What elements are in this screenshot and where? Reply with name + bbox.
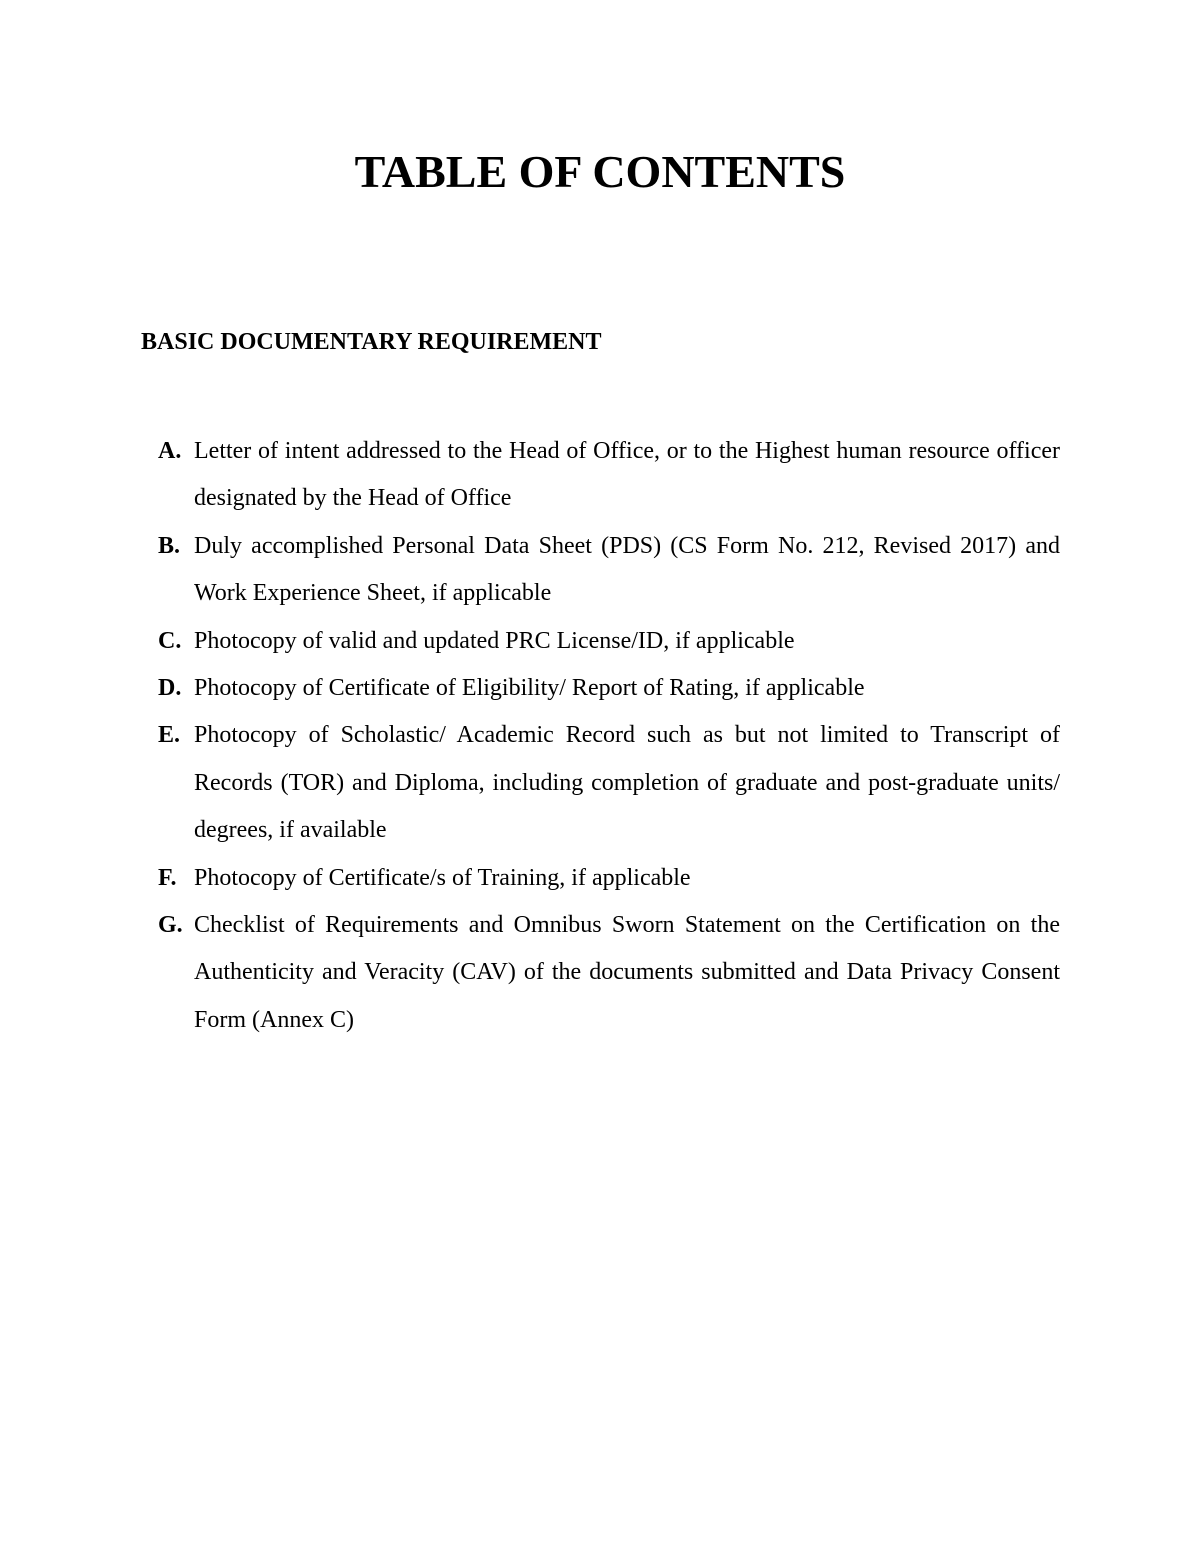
requirement-item-d [158, 665, 1060, 712]
requirement-letter: G. [158, 912, 183, 939]
requirement-text: Photocopy of valid and updated PRC License/ID, if applicable [194, 627, 795, 654]
requirement-text: Photocopy of Certificate/s of Training, if applicable [194, 864, 691, 891]
requirement-text: Photocopy of Certificate of Eligibility/ Report of Rating, if applicable [194, 675, 865, 702]
requirement-text: Checklist of Requirements and Omnibus Sworn Statement on the Certification on the Authenticity and Veracity (CAV) of the documents submitted and Data Privacy Consent Form (Annex C) [194, 912, 1060, 1033]
requirements-list [158, 428, 1060, 1044]
requirement-item-b [158, 523, 1060, 618]
requirement-text: Duly accomplished Personal Data Sheet (PDS) (CS Form No. 212, Revised 2017) and Work Experience Sheet, if applicable [194, 532, 1060, 607]
requirement-letter: D. [158, 675, 182, 702]
requirement-letter: F. [158, 864, 177, 891]
section-heading: BASIC DOCUMENTARY REQUIREMENT [141, 329, 602, 355]
requirement-letter: A. [158, 438, 182, 464]
requirement-item-g [158, 902, 1060, 1044]
requirement-letter: C. [158, 627, 182, 654]
requirement-letter: B. [158, 532, 181, 559]
requirement-item-f [158, 855, 1060, 902]
requirement-item-a [158, 428, 1060, 523]
requirement-text: Letter of intent addressed to the Head of Office, or to the Highest human resource officer designated by the Head of Office [194, 438, 1060, 512]
requirement-item-e [158, 712, 1060, 854]
requirement-item-c [158, 618, 1060, 665]
page-title: TABLE OF CONTENTS [354, 146, 846, 197]
requirement-letter: E. [158, 722, 181, 749]
requirement-text: Photocopy of Scholastic/ Academic Record such as but not limited to Transcript of Records (TOR) and Diploma, including completion of graduate and post-graduate units/ degrees, if available [194, 722, 1060, 844]
